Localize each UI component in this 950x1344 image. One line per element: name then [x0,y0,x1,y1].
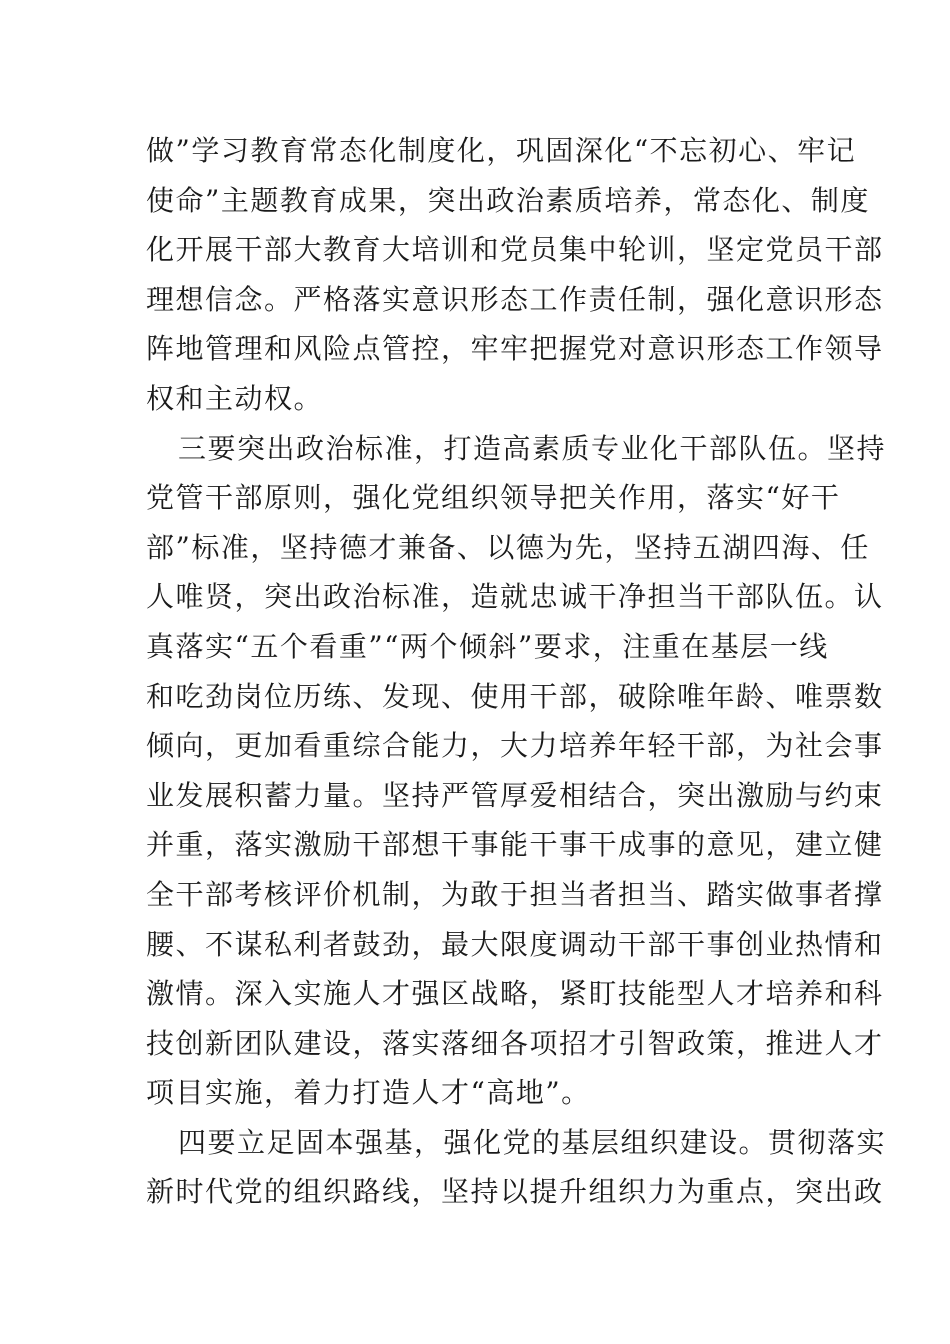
text-line: 部”标准，坚持德才兼备、以德为先，坚持五湖四海、任 [146,530,870,564]
text-line: 阵地管理和风险点管控，牢牢把握党对意识形态工作领导 [146,332,884,366]
text-line: 做”学习教育常态化制度化，巩固深化“不忘初心、牢记 [146,134,857,167]
text-line: 权和主动权。 [146,381,324,415]
text-line: 使命”主题教育成果，突出政治素质培养，常态化、制度 [146,183,870,217]
text-line: 人唯贤，突出政治标准，造就忠诚干净担当干部队伍。认 [146,580,884,614]
text-line: 激情。深入实施人才强区战略，紧盯技能型人才培养和科 [146,977,884,1011]
text-line: 项目实施，着力打造人才“高地”。 [146,1076,591,1110]
text-line: 腰、不谋私利者鼓劲，最大限度调动干部干事创业热情和 [146,927,884,961]
text-line: 新时代党的组织路线，坚持以提升组织力为重点，突出政 [146,1175,884,1209]
paragraph-start-line: 三要突出政治标准，打造高素质专业化干部队伍。坚持 [178,431,887,465]
text-line: 倾向，更加看重综合能力，大力培养年轻干部，为社会事 [146,729,884,763]
text-line: 真落实“五个看重”“两个倾斜”要求，注重在基层一线 [146,629,829,663]
text-line: 理想信念。严格落实意识形态工作责任制，强化意识形态 [146,282,884,316]
text-line: 业发展积蓄力量。坚持严管厚爱相结合，突出激励与约束 [146,778,884,812]
body-text [146,126,887,1217]
text-line: 全干部考核评价机制，为敢于担当者担当、踏实做事者撑 [146,877,884,911]
paragraph-start-line: 四要立足固本强基，强化党的基层组织建设。贯彻落实 [178,1125,887,1159]
text-line: 并重，落实激励干部想干事能干事干成事的意见，建立健 [146,828,884,862]
text-line: 技创新团队建设，落实落细各项招才引智政策，推进人才 [146,1026,884,1060]
text-line: 和吃劲岗位历练、发现、使用干部，破除唯年龄、唯票数 [146,679,884,713]
text-line: 化开展干部大教育大培训和党员集中轮训，坚定党员干部 [146,233,884,267]
text-line: 党管干部原则，强化党组织领导把关作用，落实“好干 [146,481,841,515]
